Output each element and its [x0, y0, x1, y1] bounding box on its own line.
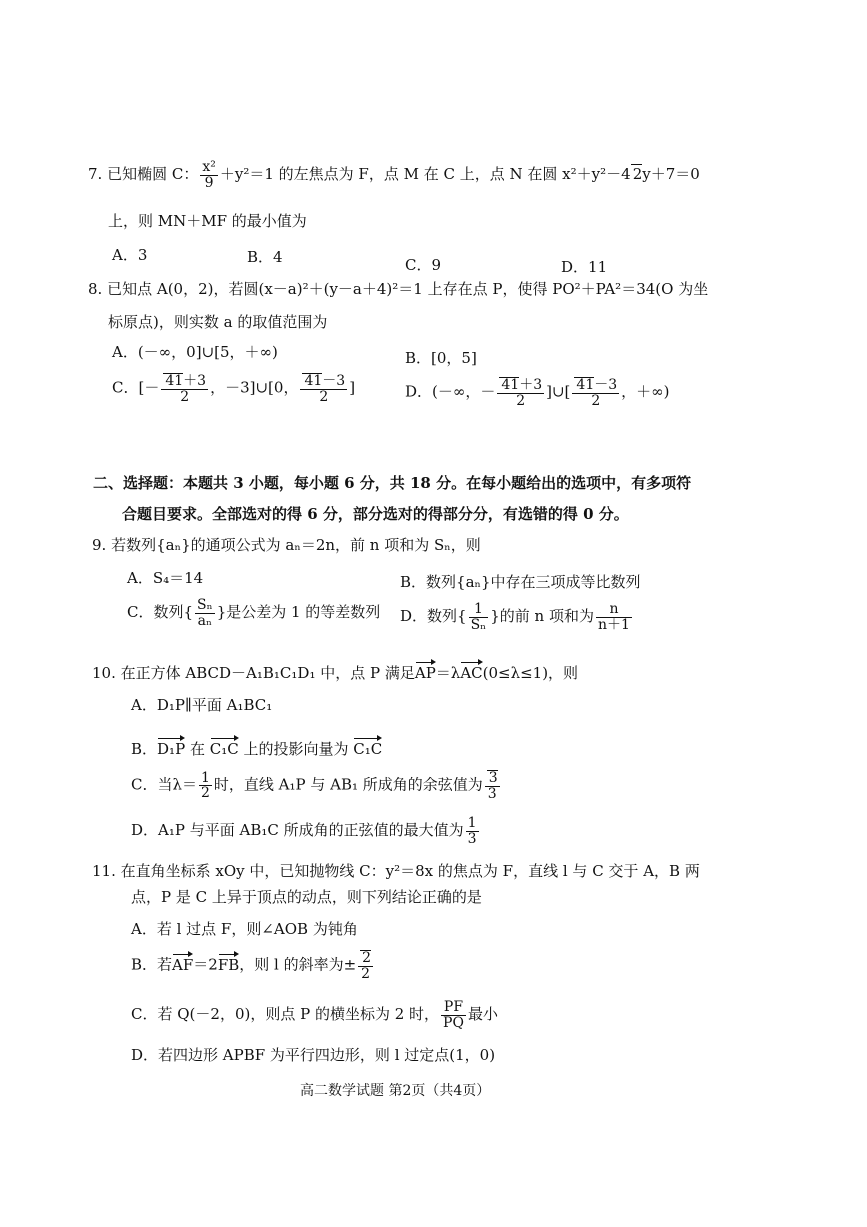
q9d-frac1: [469, 602, 489, 632]
q11-option-a: A．若 l 过点 F，则∠AOB 为钝角: [131, 920, 358, 938]
section2-header-line2: 合题目要求。全部选对的得 6 分，部分选对的得部分分，有选错的得 0 分。: [122, 505, 629, 523]
q9d-text-a: D．数列{: [400, 607, 467, 626]
q7-option-c: C．9: [405, 256, 442, 274]
q9-option-c: [127, 598, 380, 628]
q11-option-c: [131, 1000, 498, 1030]
q7-frac-den: 9: [204, 174, 214, 191]
q11-line1: [92, 862, 700, 880]
q8-number: 8.: [88, 280, 103, 298]
q9d-frac1-den: Sₙ: [470, 616, 487, 633]
q10-number: 10.: [92, 664, 116, 682]
q9c-frac: [195, 598, 215, 628]
q10-vector-ac: AC: [460, 660, 482, 682]
q8d-frac1: [497, 377, 544, 408]
q9-stem: [92, 536, 481, 554]
q9-number: 9.: [92, 536, 107, 554]
q11-option-b: [131, 950, 375, 981]
q7-line1: [88, 160, 700, 190]
q8c-frac2-sqrt: 41: [304, 373, 323, 389]
q9-option-b: B．数列{aₙ}中存在三项成等比数列: [400, 573, 641, 591]
q8c-frac1-tail: ＋3: [183, 373, 207, 389]
q7-fraction: [200, 160, 218, 190]
q7-number: 7.: [88, 165, 103, 184]
q9c-text-b: }是公差为 1 的等差数列: [216, 603, 381, 622]
q9d-frac2-num: n: [596, 602, 632, 618]
q10b-text-b: 在: [185, 740, 210, 758]
q8-line2: 标原点)，则实数 a 的取值范围为: [108, 313, 328, 331]
q8d-frac1-sqrt: 41: [501, 377, 520, 393]
q10d-frac-num: 1: [467, 815, 477, 831]
q8c-frac1: [161, 373, 208, 404]
q9c-frac-num: Sₙ: [197, 597, 213, 613]
q11-text: 在直角坐标系 xOy 中，已知抛物线 C：y²＝8x 的焦点为 F，直线 l 与 C 交于 A，B 两: [120, 862, 700, 880]
q8d-text-b: ]∪[: [546, 382, 571, 401]
q11b-vector-fb: FB: [218, 952, 239, 974]
q9-text: 若数列{aₙ}的通项公式为 aₙ＝2n，前 n 项和为 Sₙ，则: [111, 536, 481, 554]
q8c-frac1-den: 2: [180, 388, 190, 405]
q8-line1: [88, 280, 708, 298]
q11-number: 11.: [92, 862, 116, 880]
q10b-vector-c1c: C₁C: [210, 736, 239, 758]
page-footer: 高二数学试题 第2页（共4页）: [300, 1083, 491, 1099]
q10-option-c: [131, 770, 502, 801]
q10c-text-a: C．当λ＝: [131, 775, 197, 794]
q9c-frac-den: aₙ: [197, 612, 213, 629]
q10c-frac1: [199, 771, 212, 801]
q10c-frac2-den: 3: [487, 785, 497, 802]
q8c-text-a: C．[－: [112, 378, 160, 397]
q8c-text-c: ]: [349, 378, 356, 397]
section2-header-line1: 二、选择题：本题共 3 小题，每小题 6 分，共 18 分。在每小题给出的选项中，有多项符: [93, 474, 692, 492]
q7-sqrt: 2: [632, 165, 643, 184]
q11b-text-c: ，则 l 的斜率为±: [239, 955, 357, 974]
q11c-text-a: C．若 Q(－2，0)，则点 P 的横坐标为 2 时，: [131, 1005, 440, 1024]
q10-text-a: 在正方体 ABCD－A₁B₁C₁D₁ 中，点 P 满足: [120, 664, 415, 682]
q11b-text-b: ＝2: [193, 955, 218, 974]
q8d-frac1-den: 2: [516, 392, 526, 409]
q7-frac-num: x²: [202, 159, 216, 175]
q8d-frac2-tail: －3: [594, 377, 618, 393]
q11c-frac: [441, 1000, 466, 1030]
q8c-frac2-den: 2: [319, 388, 329, 405]
q11b-frac-sqrt: 2: [362, 950, 372, 966]
q10b-text-c: 上的投影向量为: [238, 740, 354, 758]
q10b-vector-d1p: D₁P: [157, 736, 185, 758]
q11c-frac-den: PQ: [443, 1014, 464, 1031]
q11-line2: 点，P 是 C 上异于顶点的动点，则下列结论正确的是: [131, 888, 482, 906]
q7-text-a: 已知椭圆 C：: [107, 165, 199, 184]
q7-option-d: D．11: [561, 258, 608, 276]
q10c-frac2: [485, 770, 500, 801]
q9c-text-a: C．数列{: [127, 603, 194, 622]
q9d-frac1-num: 1: [469, 602, 489, 618]
q10c-text-b: 时，直线 A₁P 与 AB₁ 所成角的余弦值为: [213, 775, 483, 794]
q9-option-a: A．S₄＝14: [127, 569, 204, 587]
q10-vector-ap: AP: [415, 660, 436, 682]
q11c-frac-num: PF: [441, 1000, 466, 1016]
q8c-frac1-sqrt: 41: [165, 373, 184, 389]
q9-option-d: [400, 602, 634, 632]
q10-text-b: ＝λ: [435, 664, 461, 682]
q7-text-c: y＋7＝0: [642, 165, 700, 184]
q8c-text-b: ，－3]∪[0，: [210, 378, 299, 397]
q9d-frac2: [596, 602, 632, 632]
q11b-text-a: B．若: [131, 955, 173, 974]
q10-option-a: A．D₁P∥平面 A₁BC₁: [131, 696, 273, 714]
q10b-text-a: B．: [131, 740, 158, 758]
q8-option-c: [112, 373, 355, 404]
q8-option-d: [405, 377, 670, 408]
q10-text-c: (0≤λ≤1)，则: [482, 664, 579, 682]
q10d-text: D．A₁P 与平面 AB₁C 所成角的正弦值的最大值为: [131, 821, 464, 840]
q11b-vector-af: AF: [172, 952, 193, 974]
q7-option-a: A．3: [112, 246, 148, 264]
q10c-frac1-den: 2: [200, 785, 210, 802]
q7-option-b: B．4: [247, 248, 283, 266]
q10d-frac: [466, 816, 479, 846]
q8d-frac2-den: 2: [591, 392, 601, 409]
q10-option-b: [131, 736, 382, 758]
q11b-frac-den: 2: [361, 965, 371, 982]
q7-text-b: ＋y²＝1 的左焦点为 F，点 M 在 C 上，点 N 在圆 x²＋y²－4: [219, 165, 631, 184]
q10c-frac2-sqrt: 3: [488, 770, 498, 786]
q8c-frac2: [300, 373, 347, 404]
q8-text: 已知点 A(0，2)，若圆(x－a)²＋(y－a＋4)²＝1 上存在点 P，使得 PO²＋PA²＝34(O 为坐: [107, 280, 709, 298]
q9d-frac2-den: n＋1: [597, 616, 630, 633]
q8-option-a: A．(－∞，0]∪[5，＋∞): [112, 343, 278, 361]
q11b-frac: [358, 950, 373, 981]
q10b-vector-c1c-result: C₁C: [353, 736, 382, 758]
q8d-frac2: [572, 377, 619, 408]
q8d-frac1-tail: ＋3: [519, 377, 543, 393]
q8c-frac2-tail: －3: [322, 373, 346, 389]
q8-option-b: B．[0，5]: [405, 349, 477, 367]
q10c-frac1-num: 1: [200, 769, 210, 786]
q11c-text-b: 最小: [467, 1005, 498, 1024]
q8d-text-a: D．(－∞，－: [405, 382, 496, 401]
q7-line2: 上，则 MN＋MF 的最小值为: [108, 212, 307, 230]
q11-option-d: D．若四边形 APBF 为平行四边形，则 l 过定点(1，0): [131, 1046, 496, 1064]
q10d-frac-den: 3: [467, 830, 477, 847]
q10-option-d: [131, 816, 481, 846]
q10-stem: [92, 660, 578, 682]
q8d-text-c: ，＋∞): [621, 382, 670, 401]
q9d-text-b: }的前 n 项和为: [490, 607, 594, 626]
q8d-frac2-sqrt: 41: [576, 377, 595, 393]
